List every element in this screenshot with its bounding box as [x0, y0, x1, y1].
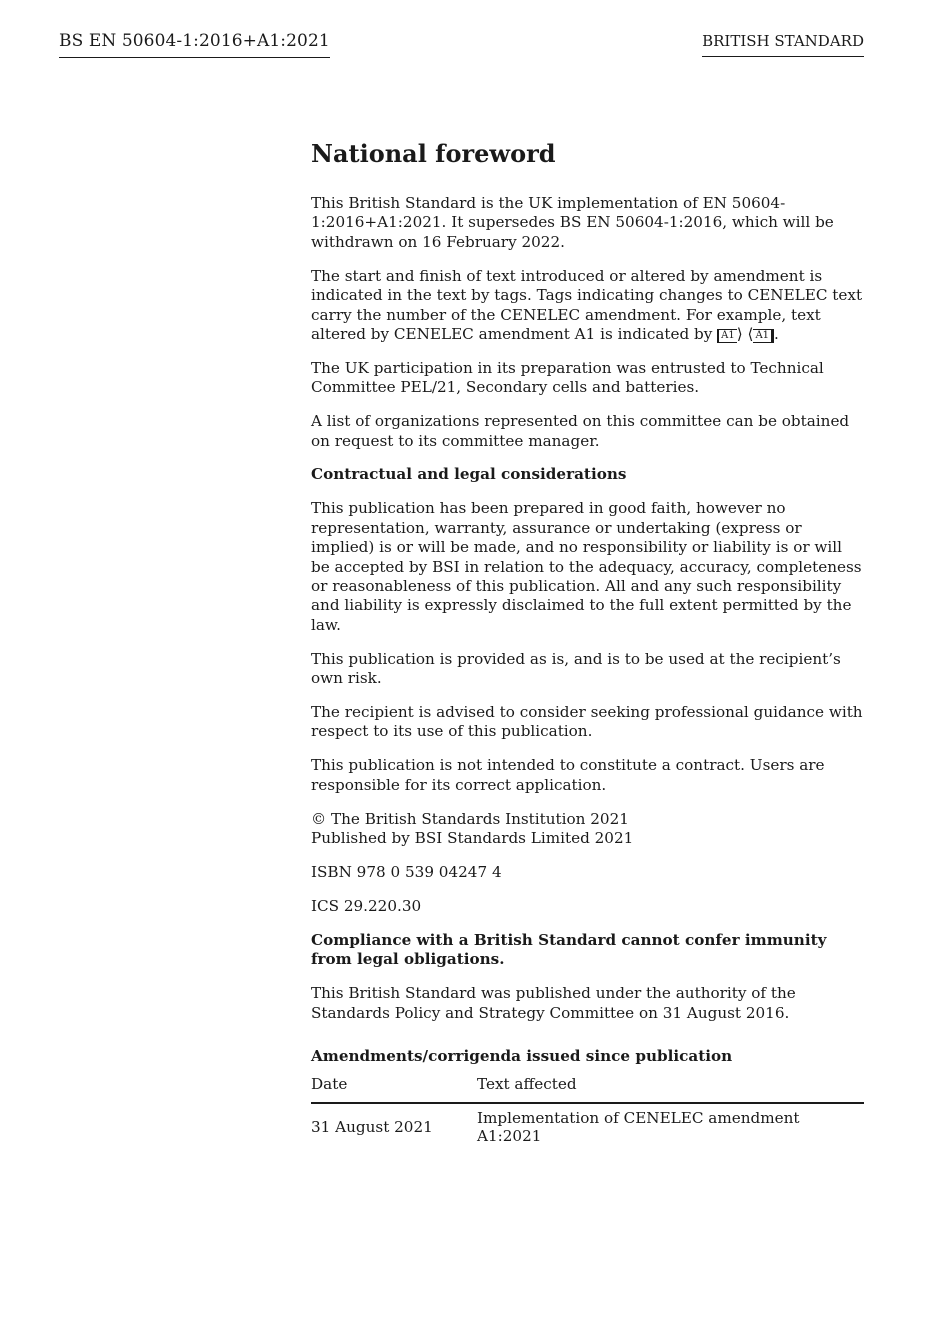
table-row	[311, 1103, 864, 1145]
page-title: National foreword	[311, 139, 556, 168]
own-risk-paragraph: This publication is provided as is, and is to be used at the recipient’s own risk.	[311, 649, 841, 688]
compliance-statement: Compliance with a British Standard cannot confer immunity from legal obligations.	[311, 930, 827, 969]
implementation-paragraph: This British Standard is the UK implementation of EN 50604-1:2016+A1:2021. It supersedes BS EN 50604-1:2016, which will be withdrawn on 16 February 2022.	[311, 194, 834, 251]
amendment-text: Implementation of CENELEC amendment A1:2021	[477, 1108, 800, 1145]
amendments-table	[311, 1075, 864, 1145]
amendment-tags-paragraph: The start and finish of text introduced or altered by amendment is indicated in the text by tags. Tags indicating changes to CENELEC text carry the number of the CENELEC amendment. For example, text altered by CENELEC amendment A1 is indicated by A1 ⟩ ⟨ A1 .	[311, 266, 863, 343]
amendment-end-tag-icon: A1	[753, 329, 774, 343]
table-header-row	[311, 1075, 864, 1103]
isbn: ISBN 978 0 539 04247 4	[311, 862, 502, 881]
participation-paragraph: The UK participation in its preparation was entrusted to Technical Committee PEL/21, Secondary cells and batteries.	[311, 358, 824, 397]
amendment-tags-period: .	[774, 324, 779, 343]
amendment-start-tag-icon: A1	[717, 329, 737, 343]
copyright-block	[311, 810, 864, 849]
committee-list-paragraph: A list of organizations represented on this committee can be obtained on request to its committee manager.	[311, 412, 850, 450]
standard-number: BS EN 50604-1:2016+A1:2021	[59, 31, 330, 58]
amendments-heading: Amendments/corrigenda issued since publication	[311, 1046, 733, 1065]
contractual-heading: Contractual and legal considerations	[311, 465, 627, 484]
document-type-label: BRITISH STANDARD	[702, 32, 864, 57]
date-column-header: Date	[311, 1075, 477, 1103]
published-line: Published by BSI Standards Limited 2021	[311, 829, 634, 848]
text-affected-column-header: Text affected	[477, 1075, 864, 1103]
authority-paragraph: This British Standard was published under the authority of the Standards Policy and Strategy Committee on 31 August 2016.	[311, 984, 796, 1022]
amendment-tags-text: The start and finish of text introduced or altered by amendment is indicated in the text by tags. Tags indicating changes to CENELEC text carry the number of the CENELEC amendment. For example, text altered by CENELEC amendment A1 is indicated by	[311, 266, 863, 343]
ics: ICS 29.220.30	[311, 896, 422, 915]
good-faith-paragraph: This publication has been prepared in good faith, however no representation, warranty, assurance or undertaking (express or implied) is or will be made, and no responsibility or liability is or will be accepted by BSI in relation to the adequacy, accuracy, completeness or reasonableness of this publication. All and any such responsibility and liability is expressly disclaimed to the full extent permitted by the law.	[311, 499, 862, 634]
foreword-body	[311, 139, 864, 1145]
guidance-paragraph: The recipient is advised to consider seeking professional guidance with respect to its use of this publication.	[311, 703, 863, 741]
copyright-line: © The British Standards Institution 2021	[311, 809, 629, 828]
contract-paragraph: This publication is not intended to constitute a contract. Users are responsible for its correct application.	[311, 756, 825, 794]
amendment-date: 31 August 2021	[311, 1117, 433, 1136]
